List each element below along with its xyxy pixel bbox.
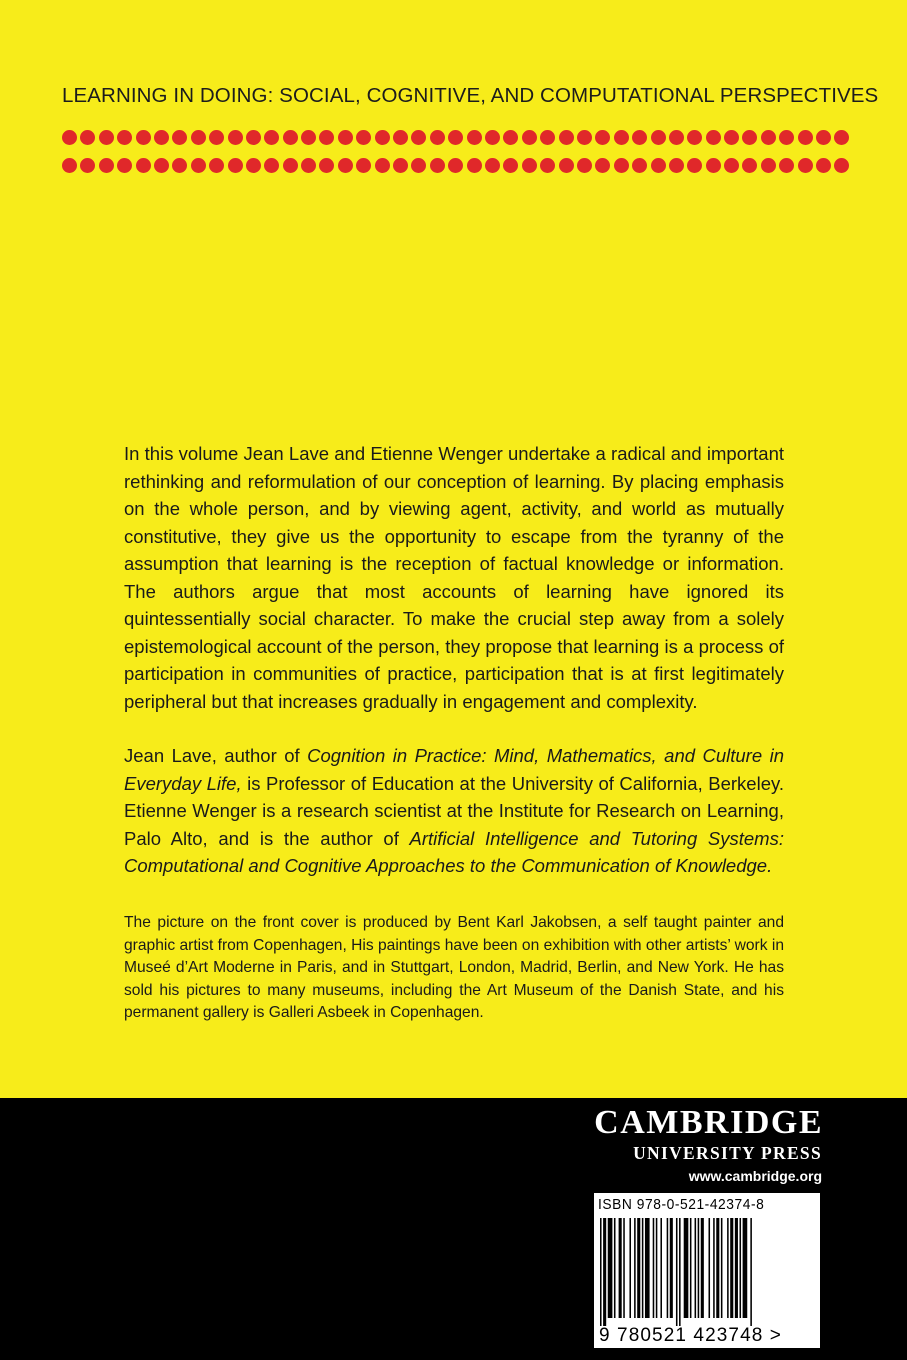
- decorative-dot: [448, 158, 463, 173]
- decorative-dot: [816, 130, 831, 145]
- barcode-bar: [667, 1218, 669, 1318]
- decorative-dot: [761, 130, 776, 145]
- blurb-paragraph-summary: In this volume Jean Lave and Etienne Wenger undertake a radical and important rethinking and reformulation of our conception of learning. By placing emphasis on the whole person, and by viewing agent, activity, and world as mutually constitutive, they give us the opportunity to escape from the tyranny of the assumption that learning is the reception of factual knowledge or information. The authors argue that most accounts of learning have ignored its quintessentially social character. To make the crucial step away from a solely epistemological account of the person, they propose that learning is a process of participation in communities of practice, participation that is at first legitimately peripheral but that increases gradually in engagement and complexity.: [124, 443, 784, 712]
- decorative-dot: [246, 130, 261, 145]
- barcode-bar: [670, 1218, 673, 1318]
- series-title: LEARNING IN DOING: SOCIAL, COGNITIVE, AND COMPUTATIONAL PERSPECTIVES: [62, 84, 879, 107]
- barcode-bar: [716, 1218, 719, 1318]
- decorative-dot: [577, 130, 592, 145]
- author-book-title-1: Cognition in Practice: Mind, Mathematics, and Culture in Everyday Life,: [124, 745, 784, 794]
- barcode-bar: [721, 1218, 723, 1318]
- decorative-dot: [117, 158, 132, 173]
- barcode-bar: [619, 1218, 622, 1318]
- decorative-dot: [467, 158, 482, 173]
- author-text-1: Jean Lave, author of: [124, 745, 308, 766]
- decorative-dot: [154, 130, 169, 145]
- barcode-bar: [743, 1218, 748, 1318]
- decorative-dot: [503, 130, 518, 145]
- decorative-dot: [522, 130, 537, 145]
- decorative-dot: [632, 130, 647, 145]
- decorative-dot: [798, 130, 813, 145]
- barcode-bar: [730, 1218, 733, 1318]
- decorative-dot: [228, 158, 243, 173]
- blurb-paragraph-cover-art: The picture on the front cover is produced by Bent Karl Jakobsen, a self taught painter and graphic artist from Copenhagen, His paintings have been on exhibition with other artists’ work in Museé d’Art Moderne in Paris, and in Stuttgart, London, Madrid, Berlin, and New York. He has sold his pictures to many museums, including the Art Museum of the Danish State, and his permanent gallery is Galleri Asbeek in Copenhagen.: [124, 914, 784, 1022]
- decorative-dot: [467, 130, 482, 145]
- blurb-paragraph-authors: [124, 742, 784, 880]
- decorative-dot: [614, 158, 629, 173]
- barcode-bar: [603, 1218, 606, 1326]
- decorative-dot: [669, 158, 684, 173]
- decorative-dot: [411, 158, 426, 173]
- decorative-dot: [779, 130, 794, 145]
- barcode-bar: [653, 1218, 655, 1318]
- decorative-dot: [356, 130, 371, 145]
- publisher-subtitle: UNIVERSITY PRESS: [633, 1143, 822, 1163]
- barcode-bar: [642, 1218, 644, 1318]
- decorative-dot: [154, 158, 169, 173]
- barcode-bar: [701, 1218, 704, 1318]
- barcode-bar: [679, 1218, 681, 1326]
- decorative-dot: [393, 130, 408, 145]
- dot-row-bottom: [62, 158, 850, 174]
- author-book-title-2: Artificial Intelligence and Tutoring Systems: Computational and Cognitive Approaches to the Communication of Knowledge.: [124, 827, 784, 876]
- barcode-bar: [645, 1218, 650, 1318]
- decorative-dot: [283, 158, 298, 173]
- decorative-dot: [706, 158, 721, 173]
- decorative-dot: [503, 158, 518, 173]
- decorative-dot: [595, 130, 610, 145]
- barcode-bar: [634, 1218, 636, 1318]
- decorative-dot: [651, 158, 666, 173]
- decorative-dot: [319, 130, 334, 145]
- barcode-bar: [750, 1218, 752, 1326]
- decorative-dot: [577, 158, 592, 173]
- decorative-dot: [687, 130, 702, 145]
- decorative-dot: [559, 158, 574, 173]
- decorative-dot: [209, 158, 224, 173]
- decorative-dot: [172, 158, 187, 173]
- decorative-dot: [191, 130, 206, 145]
- decorative-dot: [724, 130, 739, 145]
- decorative-dot: [430, 130, 445, 145]
- barcode-bar: [684, 1218, 689, 1318]
- decorative-dot: [742, 158, 757, 173]
- decorative-dot: [99, 130, 114, 145]
- barcode-bar: [608, 1218, 613, 1318]
- dot-row-top: [62, 130, 850, 146]
- decorative-dot: [301, 158, 316, 173]
- decorative-dot: [228, 130, 243, 145]
- barcode-bar: [656, 1218, 658, 1318]
- barcode-bar: [600, 1218, 602, 1326]
- barcode-bar: [709, 1218, 711, 1318]
- decorative-dot: [595, 158, 610, 173]
- barcode-bar: [676, 1218, 678, 1326]
- barcode-icon: [598, 1218, 816, 1326]
- decorative-dot: [522, 158, 537, 173]
- decorative-dot: [62, 130, 77, 145]
- decorative-dot: [80, 130, 95, 145]
- barcode-digits: 9 780521 423748 >: [599, 1325, 783, 1346]
- decorative-dot: [485, 130, 500, 145]
- decorative-dot: [80, 158, 95, 173]
- publisher-url: www.cambridge.org: [688, 1168, 822, 1184]
- decorative-dot: [687, 158, 702, 173]
- decorative-dot: [375, 158, 390, 173]
- barcode-bar: [727, 1218, 729, 1318]
- barcode-bar: [614, 1218, 616, 1318]
- barcode-bar: [713, 1218, 715, 1318]
- decorative-dot: [209, 130, 224, 145]
- decorative-dot: [117, 130, 132, 145]
- barcode-bar: [690, 1218, 692, 1318]
- decorative-dot: [614, 130, 629, 145]
- decorative-dot: [136, 130, 151, 145]
- barcode-bar: [637, 1218, 640, 1318]
- barcode-bar: [623, 1218, 625, 1318]
- decorative-dot: [246, 158, 261, 173]
- decorative-dot: [669, 130, 684, 145]
- decorative-dot: [338, 158, 353, 173]
- decorative-dot: [99, 158, 114, 173]
- barcode-bar: [695, 1218, 697, 1318]
- decorative-dot: [172, 130, 187, 145]
- isbn-label: ISBN 978-0-521-42374-8: [598, 1196, 765, 1213]
- decorative-dot: [264, 158, 279, 173]
- decorative-dot: [798, 158, 813, 173]
- decorative-dot: [136, 158, 151, 173]
- decorative-dot: [632, 158, 647, 173]
- decorative-dot: [779, 158, 794, 173]
- decorative-dot: [540, 158, 555, 173]
- barcode-bar: [735, 1218, 738, 1318]
- decorative-dot: [338, 130, 353, 145]
- decorative-dot: [301, 130, 316, 145]
- decorative-dot: [485, 158, 500, 173]
- author-text-2: is Professor of Education at the University of California, Berkeley. Etienne Wenger is a research scientist at the Institute for Research on Learning, Palo Alto, and is the author of: [124, 772, 784, 849]
- barcode-bar: [660, 1218, 662, 1318]
- decorative-dot: [706, 130, 721, 145]
- decorative-dot: [816, 158, 831, 173]
- decorative-dot: [393, 158, 408, 173]
- barcode-bar: [629, 1218, 631, 1318]
- decorative-dot: [283, 130, 298, 145]
- decorative-dot: [540, 130, 555, 145]
- decorative-dot: [761, 158, 776, 173]
- decorative-dot: [375, 130, 390, 145]
- decorative-dot: [430, 158, 445, 173]
- decorative-dot: [191, 158, 206, 173]
- decorative-dot: [834, 130, 849, 145]
- decorative-dot: [724, 158, 739, 173]
- decorative-dot: [559, 130, 574, 145]
- decorative-dot: [319, 158, 334, 173]
- barcode-bar: [698, 1218, 700, 1318]
- decorative-dot: [651, 130, 666, 145]
- publisher-name: CAMBRIDGE: [594, 1104, 823, 1141]
- barcode-bar: [740, 1218, 742, 1318]
- decorative-dot: [62, 158, 77, 173]
- decorative-dot: [448, 130, 463, 145]
- decorative-dot: [742, 130, 757, 145]
- decorative-dot: [411, 130, 426, 145]
- decorative-dot: [356, 158, 371, 173]
- decorative-dot: [264, 130, 279, 145]
- decorative-dot: [834, 158, 849, 173]
